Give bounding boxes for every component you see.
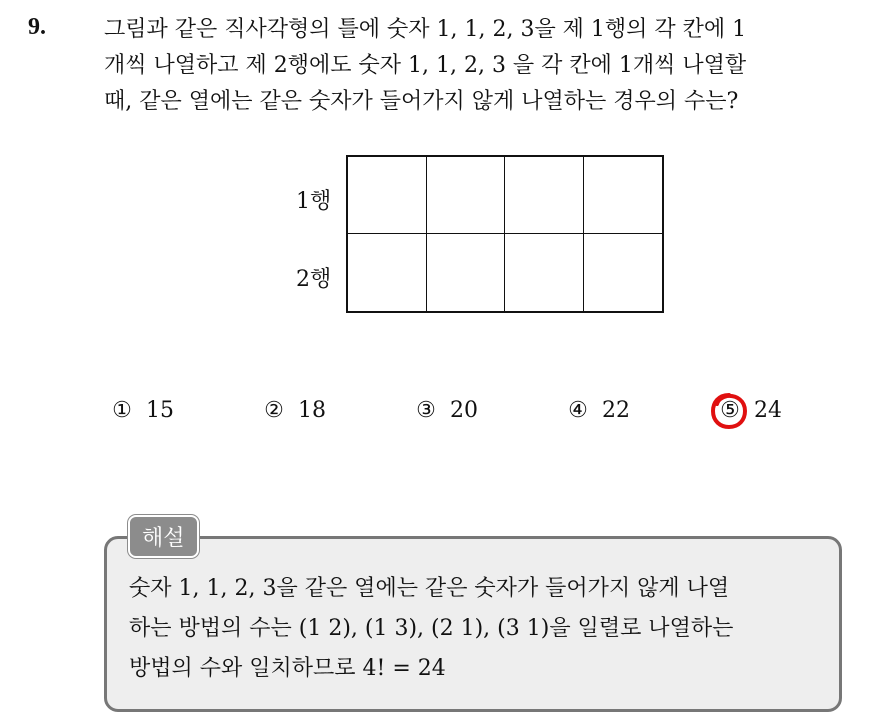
explanation-tag: 해설 [128,515,199,558]
choice-mark: ③ [416,398,436,423]
rectangle-grid [346,155,664,313]
question-line: 때, 같은 열에는 같은 숫자가 들어가지 않게 나열하는 경우의 수는? [104,89,739,114]
row-label-2: 2행 [296,267,332,292]
choice-5[interactable] [718,398,782,423]
choice-value: 22 [602,398,630,423]
explanation-box [104,536,842,712]
choice-value: 24 [754,398,782,423]
choice-mark: ④ [568,398,588,423]
choice-mark-glyph: ⑤ [720,398,740,423]
grid-cell [505,234,584,311]
choice-4[interactable] [566,398,630,423]
explanation-line: 방법의 수와 일치하므로 4! = 24 [129,656,446,681]
grid-cell [348,157,427,234]
choice-1[interactable] [110,398,174,423]
question-line: 개씩 나열하고 제 2행에도 숫자 1, 1, 2, 3 을 각 칸에 1개씩 나열할 [104,53,747,78]
question-text [104,12,874,120]
explanation-line: 하는 방법의 수는 (1 2), (1 3), (2 1), (3 1)을 일렬로 나열하는 [129,616,734,641]
question-line: 그림과 같은 직사각형의 틀에 숫자 1, 1, 2, 3을 제 1행의 각 칸에 1 [104,17,747,42]
grid-cell [427,234,506,311]
choice-2[interactable] [262,398,326,423]
choice-3[interactable] [414,398,478,423]
explanation-line: 숫자 1, 1, 2, 3을 같은 열에는 같은 숫자가 들어가지 않게 나열 [129,576,730,601]
choice-value: 18 [298,398,326,423]
choice-mark [718,398,742,423]
choice-value: 20 [450,398,478,423]
choice-value: 15 [146,398,174,423]
grid-cell [584,157,663,234]
grid-cell [505,157,584,234]
grid-cell [584,234,663,311]
grid-cell [348,234,427,311]
choice-mark: ② [264,398,284,423]
choice-mark: ① [112,398,132,423]
question-number: 9. [28,14,46,40]
grid-cell [427,157,506,234]
row-label-1: 1행 [296,189,332,214]
